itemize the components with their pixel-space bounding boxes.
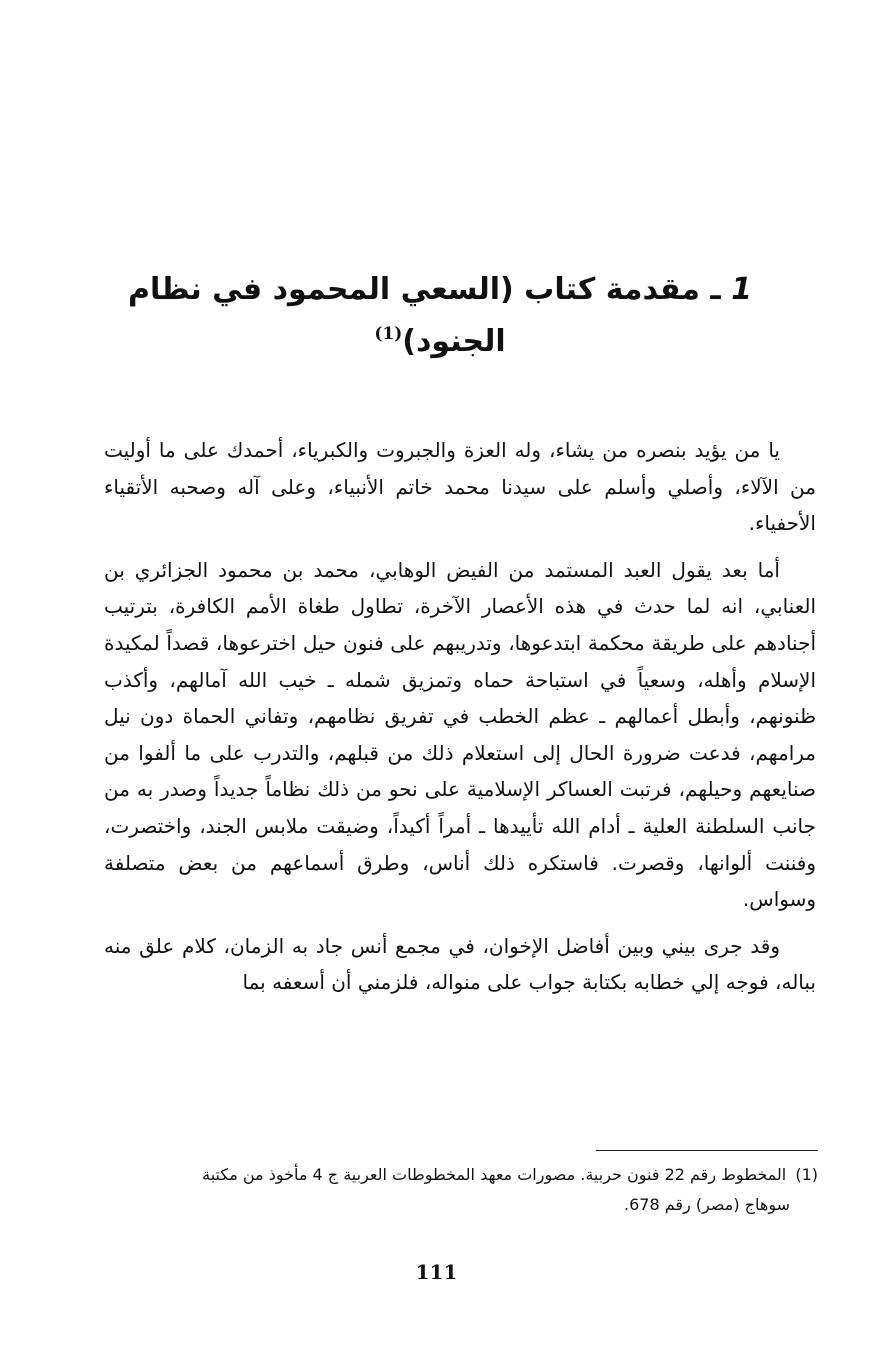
paragraph-1: يا من يؤيد بنصره من يشاء، وله العزة والجبروت والكبرياء، أحمدك على ما أوليت من الآلاء، وأصلي وأسلم على سيدنا محمد خاتم الأنبياء، وعلى آله وصحبه الأتقياء الأحفياء. bbox=[104, 438, 816, 536]
chapter-title bbox=[100, 268, 780, 364]
paragraph-2: أما بعد يقول العبد المستمد من الفيض الوهابي، محمد بن محمود الجزائري بن العنابي، انه لما حدث في هذه الأعصار الآخرة، تطاول طغاة الأمم الكافرة، بترتيب أجنادهم على طريقة محكمة ابتدعوها، وتدريبهم على فنون حيل اخترعوها، قصداً لمكيدة الإسلام وأهله، وسعياً في استباحة حماه وتمزيق شمله ـ خيب الله آمالهم، وأكذب ظنونهم، وأبطل أعمالهم ـ عظم الخطب في تفريق نظامهم، وتفاني الحماة دون نيل مرامهم، فدعت ضرورة الحال إلى استعلام ذلك من قبلهم، والتدرب على ما ألفوا من صنايعهم وحيلهم، فرتبت العساكر الإسلامية على نحو من ذلك نظاماً جديداً وصدر به من جانب السلطنة العلية ـ أدام الله تأييدها ـ أمراً أكيداً، وضيقت ملابس الجند، واختصرت، وفننت ألوانها، وقصرت. فاستكره ذلك أناس، وطرق أسماعهم من بعض متصلفة وسواس. bbox=[104, 557, 816, 912]
footnote-text-line1: المخطوط رقم 22 فنون حربية. مصورات معهد المخطوطات العربية ج 4 مأخوذ من مكتبة bbox=[202, 1165, 787, 1184]
page-number: 111 bbox=[415, 1260, 458, 1284]
footnote-reference: (1) bbox=[374, 324, 403, 344]
paragraph-3: وقد جرى بيني وبين أفاضل الإخوان، في مجمع أنس جاد به الزمان، كلام علق منه بباله، فوجه إلي خطابه بكتابة جواب على منواله، فلزمني أن أسعفه بما bbox=[104, 933, 816, 995]
chapter-separator: ـ bbox=[699, 272, 732, 307]
footnote-marker: (1) bbox=[795, 1165, 818, 1184]
chapter-number: 1 bbox=[731, 272, 753, 307]
body-text bbox=[104, 432, 816, 1011]
chapter-title-text: مقدمة كتاب (السعي المحمود في نظام الجنود) bbox=[127, 272, 700, 359]
footnote bbox=[104, 1160, 818, 1220]
footnote-divider bbox=[596, 1150, 818, 1151]
footnote-text-line2: سوهاج (مصر) رقم 678. bbox=[624, 1195, 790, 1214]
